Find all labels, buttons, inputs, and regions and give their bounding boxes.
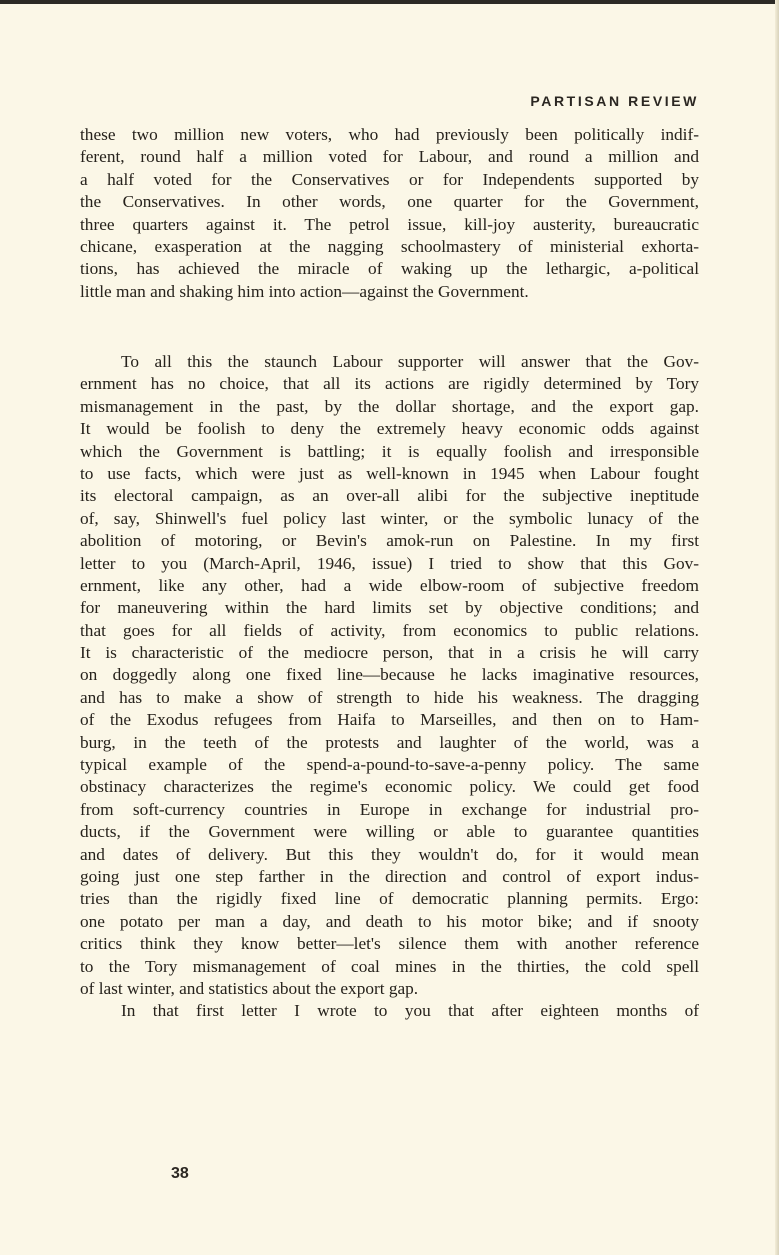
page-number: 38: [171, 1165, 189, 1182]
text-line: a half voted for the Conservatives or for Independents supported by: [80, 169, 699, 189]
text-line: ernment, like any other, had a wide elbow-room of subjective freedom: [80, 575, 699, 595]
running-head: PARTISAN REVIEW: [530, 93, 699, 109]
text-line: these two million new voters, who had previously been politically indif-: [80, 125, 699, 144]
text-line: tions, has achieved the miracle of waking up the lethargic, a-political: [80, 259, 699, 279]
page-edge-shadow: [775, 0, 779, 1255]
text-line: for maneuvering within the hard limits set by objective conditions; and: [80, 598, 699, 618]
top-edge-rule: [0, 0, 779, 4]
text-line: to the Tory mismanagement of coal mines in the thirties, the cold spell: [80, 956, 699, 976]
text-line: to use facts, which were just as well-known in 1945 when Labour fought: [80, 463, 699, 483]
text-line: tries than the rigidly fixed line of democratic planning permits. Ergo:: [80, 889, 699, 909]
text-line: ferent, round half a million voted for Labour, and round a million and: [80, 147, 699, 167]
text-line: from soft-currency countries in Europe in exchange for industrial pro-: [80, 799, 699, 819]
text-line: critics think they know better—let's silence them with another reference: [80, 934, 699, 954]
text-line: one potato per man a day, and death to his motor bike; and if snooty: [80, 911, 699, 931]
text-line: which the Government is battling; it is equally foolish and irresponsible: [80, 441, 699, 461]
text-line: In that first letter I wrote to you that after eighteen months of: [121, 1001, 699, 1021]
text-line: of the Exodus refugees from Haifa to Marseilles, and then on to Ham-: [80, 710, 699, 730]
text-line: ernment has no choice, that all its actions are rigidly determined by Tory: [80, 374, 699, 394]
text-line: its electoral campaign, as an over-all alibi for the subjective ineptitude: [80, 486, 699, 506]
text-line: and has to make a show of strength to hide his weakness. The dragging: [80, 687, 699, 707]
text-line: little man and shaking him into action—against the Government.: [80, 281, 529, 301]
text-line: on doggedly along one fixed line—because he lacks imaginative resources,: [80, 665, 699, 685]
paragraph-2: [80, 351, 699, 1023]
paragraph-1: [80, 124, 699, 303]
text-line: typical example of the spend-a-pound-to-save-a-penny policy. The same: [80, 755, 699, 775]
text-line: It would be foolish to deny the extremely heavy economic odds against: [80, 419, 699, 439]
text-line: three quarters against it. The petrol issue, kill-joy austerity, bureaucratic: [80, 214, 699, 234]
text-line: mismanagement in the past, by the dollar shortage, and the export gap.: [80, 396, 699, 416]
text-line: and dates of delivery. But this they wouldn't do, for it would mean: [80, 844, 699, 864]
text-line: of, say, Shinwell's fuel policy last winter, or the symbolic lunacy of the: [80, 508, 699, 528]
text-line: To all this the staunch Labour supporter will answer that the Gov-: [121, 352, 699, 371]
text-line: of last winter, and statistics about the export gap.: [80, 978, 419, 998]
text-line: ducts, if the Government were willing or able to guarantee quantities: [80, 822, 699, 842]
text-line: the Conservatives. In other words, one quarter for the Government,: [80, 192, 699, 212]
text-line: It is characteristic of the mediocre person, that in a crisis he will carry: [80, 643, 699, 663]
text-line: chicane, exasperation at the nagging schoolmastery of ministerial exhorta-: [80, 236, 699, 256]
text-line: letter to you (March-April, 1946, issue) I tried to show that this Gov-: [80, 553, 699, 573]
text-line: abolition of motoring, or Bevin's amok-run on Palestine. In my first: [80, 531, 699, 551]
text-line: going just one step farther in the direction and control of export indus-: [80, 866, 699, 886]
text-line: burg, in the teeth of the protests and laughter of the world, was a: [80, 732, 699, 752]
text-line: obstinacy characterizes the regime's economic policy. We could get food: [80, 777, 699, 797]
text-line: that goes for all fields of activity, from economics to public relations.: [80, 620, 699, 640]
